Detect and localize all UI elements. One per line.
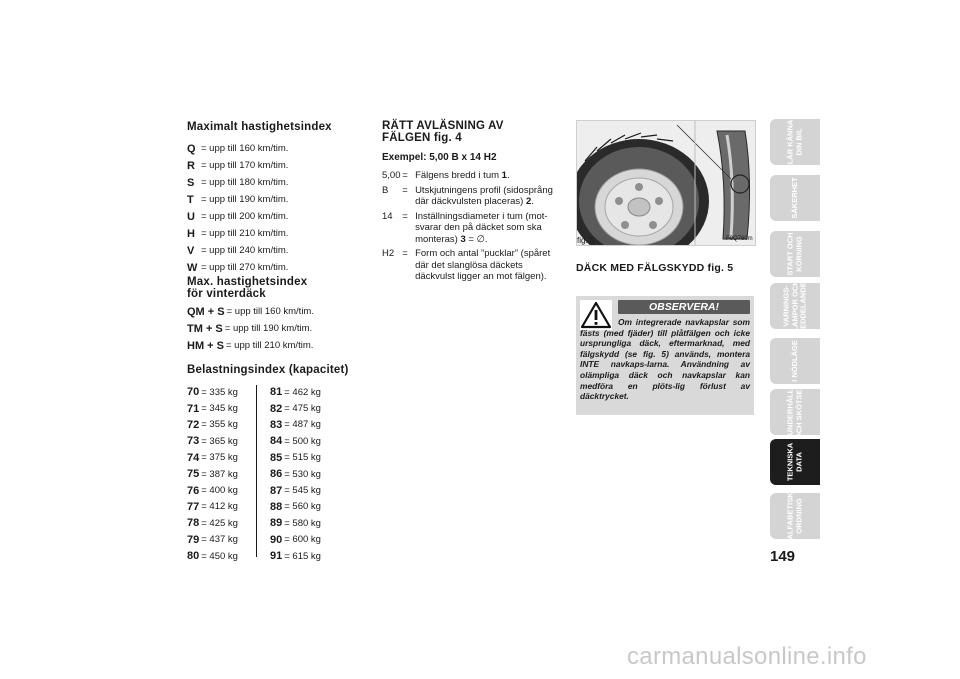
rim-term: B	[382, 184, 389, 196]
load-index-row	[270, 400, 350, 416]
load-index-row	[187, 417, 255, 433]
load-index-row	[187, 450, 255, 466]
speed-index-row	[187, 174, 357, 191]
load-index-row-value: = 355 kg	[201, 419, 238, 431]
speed-index-row-code: S	[187, 176, 195, 189]
sidebar-tab-label: VARNINGS- LAMPOR OCH MEDDELANDEN	[781, 276, 808, 336]
load-index-row	[270, 466, 350, 482]
load-index-divider	[256, 385, 257, 557]
speed-index-row	[187, 259, 357, 276]
load-index-row-code: 84	[270, 435, 283, 448]
load-index-row-code: 76	[187, 484, 200, 497]
rim-definition-row	[382, 185, 562, 208]
load-index-row	[270, 417, 350, 433]
load-index-row	[187, 532, 255, 548]
load-index-row	[187, 466, 255, 482]
sidebar-tab[interactable]	[770, 439, 820, 485]
load-index-row	[270, 482, 350, 498]
rim-description: Utskjutningens profil (sidosprång där däckvulsten placeras) 2.	[415, 184, 553, 207]
load-index-row	[187, 548, 255, 564]
load-index-title: Belastningsindex (kapacitet)	[187, 364, 349, 376]
load-index-row-value: = 600 kg	[284, 534, 321, 546]
speed-index-row-value: = upp till 240 km/tim.	[201, 245, 289, 256]
load-index-right-list	[270, 384, 350, 564]
load-index-row	[270, 548, 350, 564]
load-index-row-value: = 425 kg	[201, 517, 238, 529]
load-index-row	[270, 532, 350, 548]
load-index-row-value: = 545 kg	[284, 485, 321, 497]
load-index-row	[187, 384, 255, 400]
speed-index-row-code: R	[187, 159, 195, 172]
rim-term: 14	[382, 210, 393, 222]
speed-index-row-value: = upp till 210 km/tim.	[201, 228, 289, 239]
speed-index-row-value: = upp till 180 km/tim.	[201, 177, 289, 188]
winter-index-row-value: = upp till 160 km/tim.	[226, 306, 314, 317]
load-index-row-code: 74	[187, 451, 200, 464]
load-index-row-value: = 375 kg	[201, 452, 238, 464]
speed-index-row	[187, 157, 357, 174]
figure-caption: fig. 5	[577, 236, 595, 245]
note-text: Om integrerade navkapslar som fästs (med fjäder) till plåtfälgen och icke ursprungliga däck, eftermarknad, med fälgskydd (se fig. 5) används, montera INTE navkaps-larna. Användning av olämpliga däck och navkapslar kan medföra en plöts-lig förlust av däcktrycket.	[580, 317, 750, 402]
speed-index-row-value: = upp till 190 km/tim.	[201, 194, 289, 205]
rim-definition-row	[382, 211, 562, 246]
winter-index-row-value: = upp till 190 km/tim.	[224, 323, 313, 334]
rim-title	[382, 120, 504, 144]
load-index-row-code: 87	[270, 484, 283, 497]
load-index-row-value: = 560 kg	[284, 501, 321, 513]
winter-index-title-line1: Max. hastighetsindex	[187, 276, 308, 288]
sidebar-tab-label: SÄKERHET	[789, 177, 799, 219]
speed-index-row-code: Q	[187, 142, 196, 155]
rim-definitions	[382, 170, 562, 286]
winter-index-row	[187, 303, 357, 320]
load-index-row-code: 72	[187, 418, 200, 431]
sidebar-tab-label: UNDERHÅLL OCH SKÖTSEL	[785, 384, 803, 440]
load-index-row-code: 78	[187, 517, 200, 530]
speed-index-row	[187, 191, 357, 208]
sidebar-tab[interactable]	[770, 384, 820, 440]
tire-illustration	[577, 121, 755, 245]
load-index-row	[270, 450, 350, 466]
load-index-row-code: 71	[187, 402, 200, 415]
load-index-row-value: = 515 kg	[284, 452, 321, 464]
load-index-row-value: = 437 kg	[201, 534, 238, 546]
rim-term: 5,00	[382, 170, 401, 181]
page-number: 149	[770, 548, 796, 565]
load-index-row-value: = 412 kg	[201, 501, 238, 513]
speed-index-row-value: = upp till 160 km/tim.	[201, 143, 289, 154]
rim-equals: =	[402, 184, 408, 196]
load-index-row-value: = 580 kg	[284, 517, 321, 529]
load-index-left-list	[187, 384, 255, 564]
load-index-row	[187, 499, 255, 515]
speed-index-row	[187, 140, 357, 157]
winter-index-row-code: HM + S	[187, 339, 224, 352]
load-index-row	[270, 433, 350, 449]
load-index-row-value: = 335 kg	[201, 386, 238, 398]
load-index-row-code: 88	[270, 500, 283, 513]
sidebar-tab[interactable]	[770, 175, 820, 221]
load-index-row-code: 80	[187, 550, 200, 563]
sidebar-tab[interactable]	[770, 338, 820, 384]
rim-description: Form och antal ”pucklar” (spåret där det slanglösa däckets däckvulst ligger an mot fälgen).	[415, 248, 551, 282]
speed-index-row	[187, 242, 357, 259]
note-label: OBSERVERA!	[618, 300, 750, 314]
rim-definition-row	[382, 170, 562, 182]
rim-equals: =	[402, 170, 408, 181]
load-index-row-code: 89	[270, 517, 283, 530]
rim-equals: =	[402, 248, 408, 259]
load-index-row-code: 82	[270, 402, 283, 415]
load-index-row-code: 79	[187, 533, 200, 546]
load-index-row-value: = 345 kg	[201, 403, 238, 415]
load-index-row-code: 70	[187, 386, 200, 399]
rim-equals: =	[402, 210, 408, 222]
load-index-row-code: 85	[270, 451, 283, 464]
load-index-row	[187, 400, 255, 416]
load-index-row-code: 86	[270, 468, 283, 481]
load-index-row-value: = 462 kg	[284, 386, 321, 398]
load-index-row	[270, 515, 350, 531]
rim-title-line1: RÄTT AVLÄSNING AV	[382, 120, 504, 132]
load-index-row	[187, 482, 255, 498]
section-heading: DÄCK MED FÄLGSKYDD fig. 5	[576, 262, 734, 274]
sidebar-tab[interactable]	[770, 231, 820, 277]
winter-index-row-value: = upp till 210 km/tim.	[225, 340, 314, 351]
load-index-row-value: = 530 kg	[284, 468, 321, 480]
rim-example: Exempel: 5,00 B x 14 H2	[382, 152, 497, 163]
load-index-row-value: = 475 kg	[284, 403, 321, 415]
rim-description: Inställningsdiameter i tum (mot-svarar den på däcket som ska monteras) 3 = ∅.	[415, 210, 548, 245]
winter-index-title	[187, 276, 307, 300]
figure-code: F0Q760m	[726, 236, 753, 242]
rim-description: Fälgens bredd i tum 1.	[415, 170, 510, 181]
load-index-row-code: 90	[270, 533, 283, 546]
load-index-row-value: = 365 kg	[201, 435, 238, 447]
winter-index-row	[187, 337, 357, 354]
load-index-row-value: = 500 kg	[284, 435, 321, 447]
speed-index-row-code: H	[187, 227, 195, 240]
speed-index-list	[187, 140, 357, 276]
load-index-row	[270, 499, 350, 515]
winter-index-list	[187, 303, 357, 354]
load-index-row-value: = 450 kg	[201, 550, 238, 562]
rim-term: H2	[382, 248, 395, 259]
load-index-row	[187, 433, 255, 449]
load-index-row-code: 75	[187, 468, 200, 481]
sidebar-tab-label: TEKNISKA DATA	[785, 442, 803, 482]
load-index-row	[270, 384, 350, 400]
warning-note	[576, 296, 754, 415]
load-index-row-value: = 487 kg	[284, 419, 321, 431]
speed-index-row	[187, 225, 357, 242]
speed-index-row-value: = upp till 200 km/tim.	[201, 211, 289, 222]
sidebar-tab-label: I NÖDLÄGE	[789, 340, 799, 382]
speed-index-row-value: = upp till 270 km/tim.	[201, 262, 289, 273]
watermark: carmanualsonline.info	[627, 643, 867, 670]
load-index-row-code: 77	[187, 500, 200, 513]
load-index-row-value: = 387 kg	[201, 468, 238, 480]
load-index-row-value: = 615 kg	[284, 550, 321, 562]
load-index-row-value: = 400 kg	[201, 485, 238, 497]
load-index-row-code: 73	[187, 435, 200, 448]
sidebar-tab-label: START OCH KÖRNING	[785, 232, 803, 276]
speed-index-title: Maximalt hastighetsindex	[187, 121, 332, 133]
rim-definition-row	[382, 248, 562, 283]
load-index-row-code: 81	[270, 386, 283, 399]
sidebar-tab[interactable]	[770, 119, 820, 165]
load-index-row-code: 83	[270, 418, 283, 431]
speed-index-row-code: V	[187, 244, 195, 257]
winter-index-row	[187, 320, 357, 337]
sidebar-tab-label: ALFABETISK ORDNING	[785, 492, 803, 540]
winter-index-row-code: QM + S	[187, 305, 225, 318]
speed-index-row-value: = upp till 170 km/tim.	[201, 160, 289, 171]
winter-index-row-code: TM + S	[187, 322, 223, 335]
load-index-row	[187, 515, 255, 531]
sidebar-tab[interactable]	[770, 493, 820, 539]
winter-index-title-line2: för vinterdäck	[187, 288, 266, 300]
speed-index-row-code: T	[187, 193, 194, 206]
speed-index-row-code: U	[187, 210, 195, 223]
sidebar-tab[interactable]	[770, 276, 820, 336]
load-index-row-code: 91	[270, 550, 283, 563]
tire-figure	[576, 120, 756, 246]
speed-index-row	[187, 208, 357, 225]
sidebar-tab-label: LÄR KÄNNA DIN BIL	[785, 119, 803, 165]
rim-title-line2: FÄLGEN fig. 4	[382, 132, 462, 144]
speed-index-row-code: W	[187, 261, 198, 274]
